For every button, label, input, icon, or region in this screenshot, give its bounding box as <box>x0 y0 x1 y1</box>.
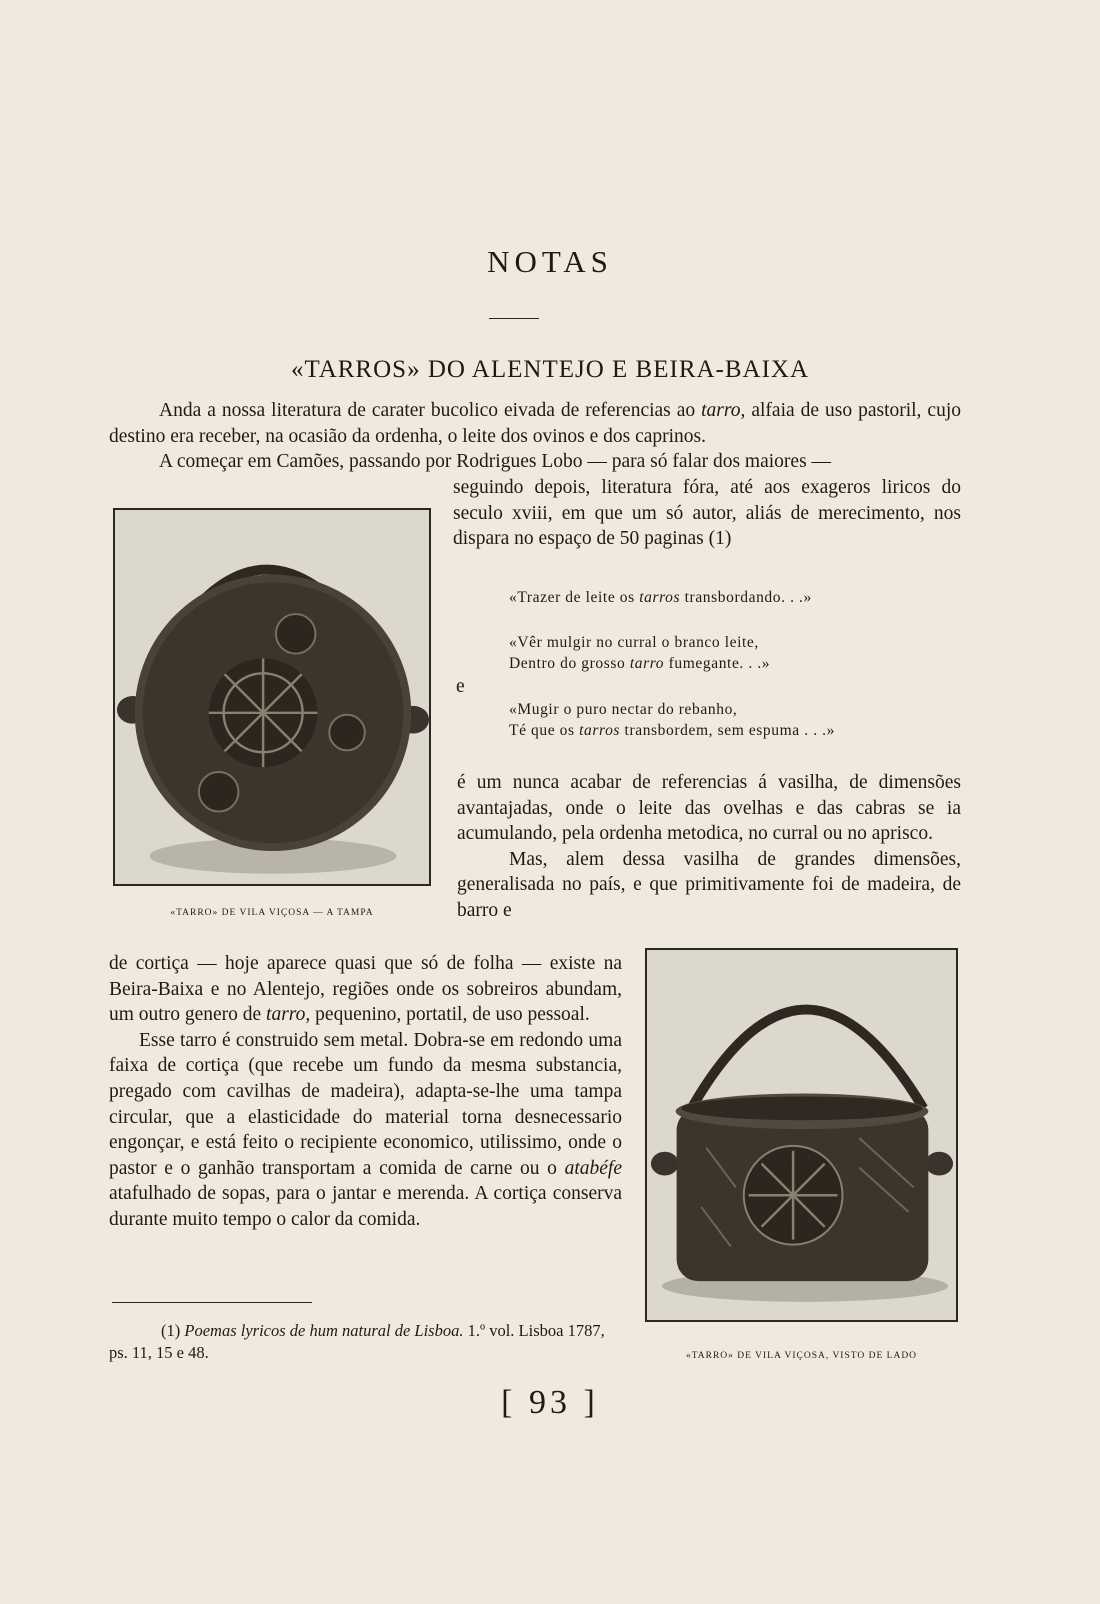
page-number: [ 93 ] <box>501 1384 599 1421</box>
right-paragraph-2: Mas, alem dessa vasilha de grandes dimensões, generalisada no país, e que primitivamente foi de madeira, de barro e <box>457 848 961 921</box>
left-paragraph-1: de cortiça — hoje aparece quasi que só de folha — existe na Beira-Baixa e no Alentejo, regiões onde os sobreiros abundam, um outro genero de tarro, pequenino, portatil, de uso pessoal. <box>109 953 622 1026</box>
tarro-side-image <box>647 950 956 1320</box>
footnote-rule <box>112 1302 312 1303</box>
left-column-text <box>109 951 622 1233</box>
section-header: NOTAS <box>487 244 613 279</box>
right-column-text-2 <box>457 770 961 924</box>
tarro-lid-image <box>115 510 429 884</box>
intro-paragraph-2: A começar em Camões, passando por Rodrigues Lobo — para só falar dos maiores — <box>159 451 832 473</box>
photo-tarro-side <box>645 948 958 1322</box>
photo-2-caption: «TARRO» DE VILA VIÇOSA, VISTO DE LADO <box>685 1351 918 1361</box>
verse-1: «Trazer de leite os tarros transbordando. . .» <box>509 589 812 606</box>
verse-2: «Vêr mulgir no curral o branco leite, Dentro do grosso tarro fumegante. . .» <box>509 634 771 672</box>
verse-connector: e <box>456 676 465 697</box>
photo-tarro-lid <box>113 508 431 886</box>
footnote: (1) Poemas lyricos de hum natural de Lisboa. 1.º vol. Lisboa 1787, ps. 11, 15 e 48. <box>109 1321 605 1362</box>
right-paragraph-1: é um nunca acabar de referencias á vasilha, de dimensões avantajadas, onde o leite das ovelhas e das cabras se ia acumulando, pela ordenha metodica, no curral ou no aprisco. <box>457 772 961 845</box>
left-paragraph-2: Esse tarro é construido sem metal. Dobra-se em redondo uma faixa de cortiça (que recebe um fundo da mesma substancia, pregado com cavilhas de madeira), adapta-se-lhe uma tampa circular, que a elasticidade do material torna desnecessario engonçar, e está feito o recipiente economico, utilissimo, onde o pastor e o ganhão transportam a comida de carne ou o atabéfe atafulhado de sopas, para o jantar e merenda. A cortiça conserva durante muito tempo o calor da comida. <box>109 1029 622 1230</box>
article-title: «TARROS» DO ALENTEJO E BEIRA-BAIXA <box>290 356 810 383</box>
intro-text <box>109 398 961 475</box>
right-column-text-1: seguindo depois, literatura fóra, até aos exageros liricos do seculo xviii, em que um só autor, aliás de merecimento, nos dispara no espaço de 50 paginas (1) <box>453 477 961 550</box>
header-rule <box>489 318 539 319</box>
verse-3: «Mugir o puro nectar do rebanho, Té que os tarros transbordem, sem espuma . . .» <box>509 701 835 739</box>
photo-1-caption: «TARRO» DE VILA VIÇOSA — A TAMPA <box>170 908 374 918</box>
intro-paragraph-1: Anda a nossa literatura de carater bucolico eivada de referencias ao tarro, alfaia de uso pastoril, cujo destino era receber, na ocasião da ordenha, o leite dos ovinos e dos caprinos. <box>109 400 961 447</box>
